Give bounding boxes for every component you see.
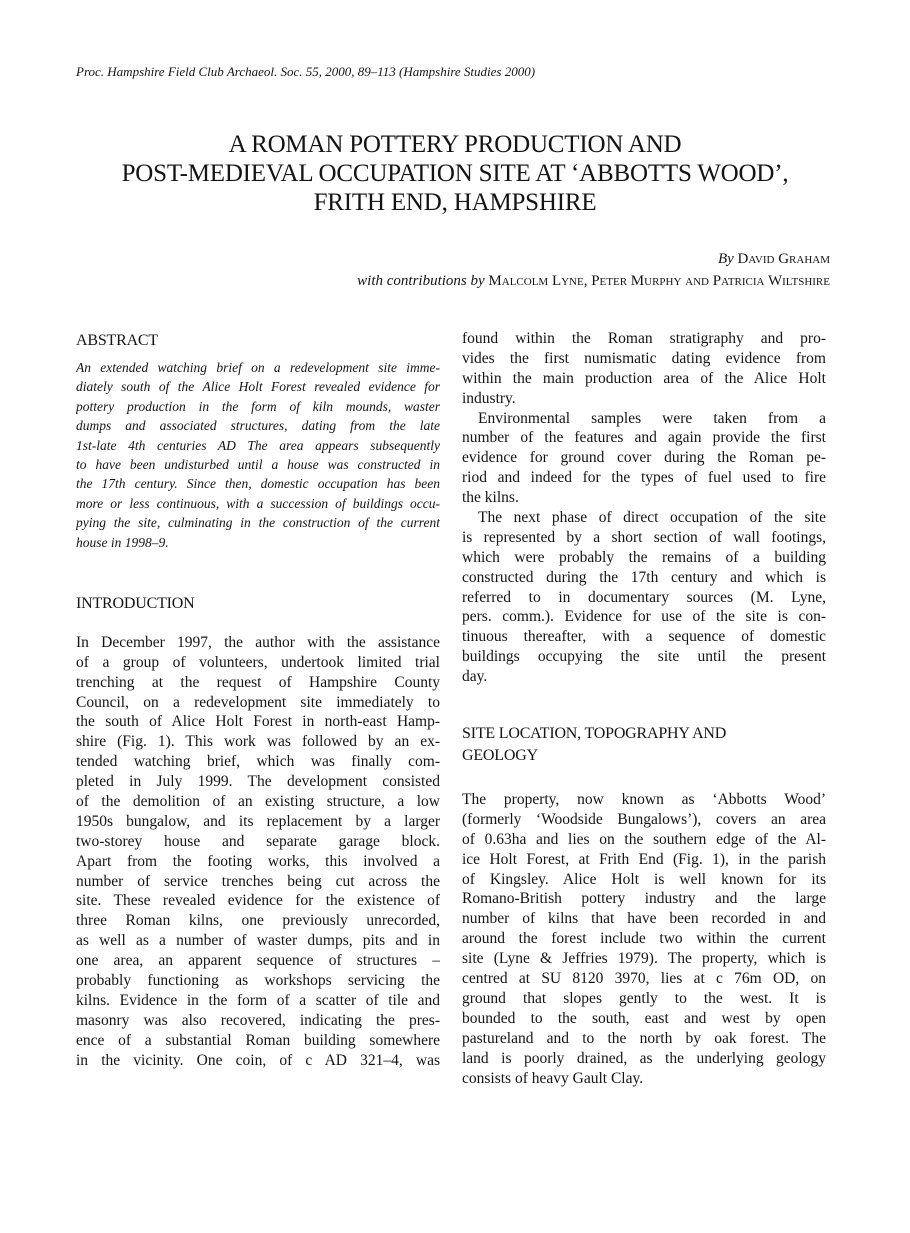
contributors-names: Malcolm Lyne, Peter Murphy and Patricia Wiltshire — [488, 273, 830, 289]
site-location-text — [462, 790, 826, 1088]
abstract-heading: ABSTRACT — [76, 332, 158, 349]
text-line: found within the Roman stratigraphy and pro- — [462, 330, 826, 347]
text-line: An extended watching brief on a redevelopment site imme- — [76, 360, 440, 375]
title-line: POST-MEDIEVAL OCCUPATION SITE AT ‘ABBOTTS WOOD’, — [121, 160, 789, 187]
text-line: of 0.63ha and lies on the southern edge of the Al- — [462, 830, 826, 848]
text-line: pleted in July 1999. The development consisted — [76, 773, 440, 791]
text-line: number of the features and again provide the first — [462, 429, 826, 447]
text-line: in the vicinity. One coin, of c AD 321–4, was — [76, 1051, 440, 1069]
text-line: centred at SU 8120 3970, lies at c 76m OD, on — [462, 970, 826, 988]
text-line: two-storey house and separate garage block. — [76, 832, 440, 850]
text-line: three Roman kilns, one previously unrecorded, — [76, 912, 440, 930]
text-line: vides the first numismatic dating evidence from — [462, 349, 826, 367]
author-name: David Graham — [737, 251, 830, 267]
environmental-paragraph — [462, 409, 826, 508]
text-line: is represented by a short section of wall footings, — [462, 528, 826, 546]
title-line: FRITH END, HAMPSHIRE — [313, 189, 597, 216]
heading-line: GEOLOGY — [462, 747, 538, 765]
text-line: of Kingsley. Alice Holt is well known for its — [462, 870, 826, 888]
text-line: land is poorly drained, as the underlying geology — [462, 1049, 826, 1067]
text-line: number of service trenches being cut across the — [76, 872, 440, 890]
text-line: 1950s bungalow, and its replacement by a larger — [76, 812, 440, 830]
text-line: trenching at the request of Hampshire County — [76, 673, 440, 691]
text-line: buildings occupying the site until the present — [462, 648, 826, 666]
text-line: consists of heavy Gault Clay. — [462, 1069, 644, 1087]
text-line: tinuous thereafter, with a sequence of domestic — [462, 628, 826, 646]
by-prefix: By — [717, 251, 734, 267]
text-line: the 17th century. Since then, domestic occupation has been — [76, 476, 440, 492]
text-line: riod and indeed for the types of fuel used to fire — [462, 469, 826, 487]
text-line: of the demolition of an existing structure, a low — [76, 793, 440, 811]
abstract-text — [76, 358, 440, 552]
text-line: Romano-British pottery industry and the large — [462, 890, 826, 908]
text-line: as well as a number of waster dumps, pits and in — [76, 932, 440, 950]
text-line: pottery production in the form of kiln mounds, waster — [76, 398, 440, 414]
text-line: masonry was also recovered, indicating the pres- — [76, 1011, 440, 1029]
text-line: pers. comm.). Evidence for use of the site is con- — [462, 608, 826, 626]
text-line: constructed during the 17th century and which is — [462, 568, 826, 586]
text-line: tended watching brief, which was finally com- — [76, 753, 440, 771]
text-line: pastureland and to the north by oak forest. The — [462, 1029, 826, 1047]
right-column — [462, 329, 826, 1088]
text-line: 1st-late 4th centuries AD The area appears subsequently — [76, 437, 440, 453]
text-line: diately south of the Alice Holt Forest revealed evidence for — [76, 379, 440, 395]
contributions-prefix: with contributions by — [357, 273, 485, 289]
heading-line: SITE LOCATION, TOPOGRAPHY AND — [462, 725, 727, 743]
text-line: site (Lyne & Jeffries 1979). The property, which is — [462, 950, 826, 968]
byline — [60, 248, 830, 292]
text-line: kilns. Evidence in the form of a scatter of tile and — [76, 991, 440, 1009]
text-line: The property, now known as ‘Abbotts Wood’ — [462, 791, 826, 809]
text-line: within the main production area of the Alice Holt — [462, 369, 826, 387]
text-line: (formerly ‘Woodside Bungalows’), covers an area — [462, 810, 826, 828]
text-line: site. These revealed evidence for the existence of — [76, 892, 440, 910]
text-line: Environmental samples were taken from a — [478, 409, 826, 427]
text-line: Council, on a redevelopment site immediately to — [76, 693, 440, 711]
text-line: pying the site, culminating in the construction of the current — [76, 515, 440, 531]
text-line: number of kilns that have been recorded in and — [462, 910, 826, 928]
text-line: referred to in documentary sources (M. Lyne, — [462, 588, 826, 606]
text-line: the kilns. — [462, 489, 519, 507]
text-line: evidence for ground cover during the Roman pe- — [462, 449, 826, 467]
text-line: ice Holt Forest, at Frith End (Fig. 1), in the parish — [462, 850, 826, 868]
text-line: around the forest include two within the current — [462, 930, 826, 948]
contributors-line — [60, 270, 830, 292]
author-line — [60, 248, 830, 270]
text-line: day. — [462, 668, 488, 686]
introduction-text — [76, 633, 440, 1071]
site-location-heading — [462, 723, 826, 767]
text-line: Apart from the footing works, this involved a — [76, 852, 440, 870]
text-line: the south of Alice Holt Forest in north-east Hamp- — [76, 713, 440, 731]
text-line: one area, an apparent sequence of structures – — [76, 952, 440, 970]
text-line: probably functioning as workshops servicing the — [76, 972, 440, 990]
text-line: industry. — [462, 389, 516, 407]
continued-paragraph — [462, 329, 826, 409]
text-line: more or less continuous, with a succession of buildings occu- — [76, 495, 440, 511]
text-line: bounded to the south, east and west by open — [462, 1009, 826, 1027]
left-column — [76, 330, 440, 1071]
introduction-heading: INTRODUCTION — [76, 594, 195, 612]
text-line: The next phase of direct occupation of the site — [478, 509, 826, 527]
article-title — [60, 130, 850, 217]
text-line: of a group of volunteers, undertook limited trial — [76, 653, 440, 671]
text-line: dumps and associated structures, dating from the late — [76, 418, 440, 434]
text-line: shire (Fig. 1). This work was followed by an ex- — [76, 733, 440, 751]
text-line: to have been undisturbed until a house was constructed in — [76, 456, 440, 472]
text-line: ence of a substantial Roman building somewhere — [76, 1031, 440, 1049]
text-line: In December 1997, the author with the assistance — [76, 633, 440, 651]
occupation-paragraph — [462, 508, 826, 687]
running-head: Proc. Hampshire Field Club Archaeol. Soc. 55, 2000, 89–113 (Hampshire Studies 2000) — [76, 64, 536, 79]
text-line: house in 1998–9. — [76, 534, 169, 550]
title-line: A ROMAN POTTERY PRODUCTION AND — [228, 131, 682, 158]
text-line: which were probably the remains of a building — [462, 548, 826, 566]
text-line: ground that slopes gently to the west. It is — [462, 989, 826, 1007]
